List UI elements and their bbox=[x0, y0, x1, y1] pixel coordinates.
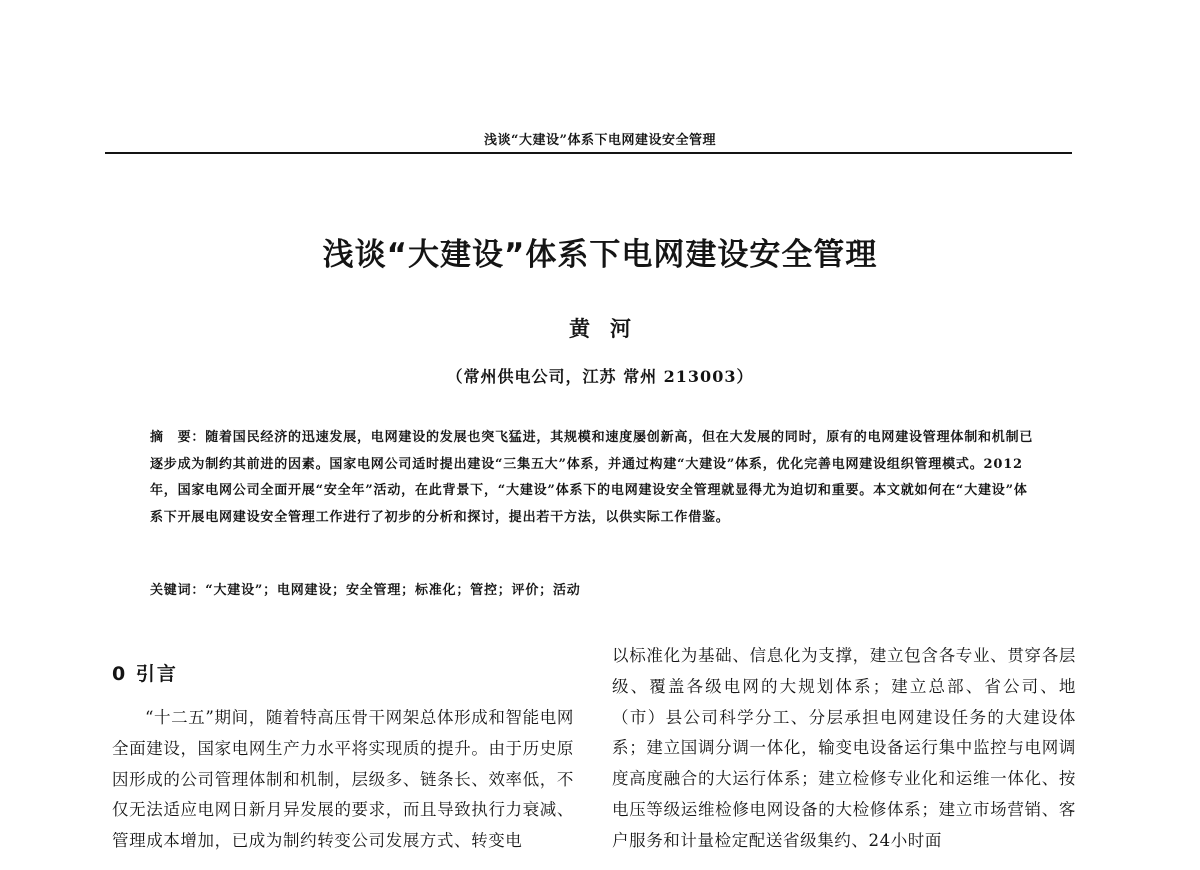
keywords bbox=[150, 579, 1034, 598]
left-column-body bbox=[112, 703, 574, 857]
abstract-text: 随着国民经济的迅速发展，电网建设的发展也突飞猛进，其规模和速度屡创新高，但在大发展的同时，原有的电网建设管理体制和机制已逐步成为制约其前进的因素。国家电网公司适时提出建设“三集五大”体系，并通过构建“大建设”体系，优化完善电网建设组织管理模式。2012年，国家电网公司全面开展“安全年”活动，在此背景下，“大建设”体系下的电网建设安全管理就显得尤为迫切和重要。本文就如何在“大建设”体系下开展电网建设安全管理工作进行了初步的分析和探讨，提出若干方法，以供实际工作借鉴。 bbox=[150, 430, 1034, 525]
keywords-label: 关键词： bbox=[150, 583, 206, 598]
running-header: 浅谈“大建设”体系下电网建设安全管理 bbox=[484, 133, 716, 148]
abstract bbox=[150, 425, 1034, 531]
header-rule bbox=[105, 152, 1072, 154]
right-column-body bbox=[612, 641, 1076, 857]
paper-title: 浅谈“大建设”体系下电网建设安全管理 bbox=[322, 237, 878, 273]
author-affiliation: （常州供电公司，江苏 常州 213003） bbox=[446, 367, 754, 386]
intro-paragraph: “十二五”期间，随着特高压骨干网架总体形成和智能电网全面建设，国家电网生产力水平将实现质的提升。由于历史原因形成的公司管理体制和机制，层级多、链条长、效率低，不仅无法适应电网日新月异发展的要求，而且导致执行力衰减、管理成本增加，已成为制约转变公司发展方式、转变电 bbox=[112, 708, 574, 851]
right-column-paragraph: 以标准化为基础、信息化为支撑，建立包含各专业、贯穿各层级、覆盖各级电网的大规划体系；建立总部、省公司、地（市）县公司科学分工、分层承担电网建设任务的大建设体系；建立国调分调一体化，输变电设备运行集中监控与电网调度高度融合的大运行体系；建立检修专业化和运维一体化、按电压等级运维检修电网设备的大检修体系；建立市场营销、客户服务和计量检定配送省级集约、24小时面 bbox=[612, 646, 1076, 850]
section-heading: 0 引言 bbox=[112, 663, 178, 685]
abstract-label: 摘 要： bbox=[150, 430, 206, 445]
keywords-text: “大建设”；电网建设；安全管理；标准化；管控；评价；活动 bbox=[205, 583, 581, 598]
author-name: 黄河 bbox=[569, 316, 651, 341]
